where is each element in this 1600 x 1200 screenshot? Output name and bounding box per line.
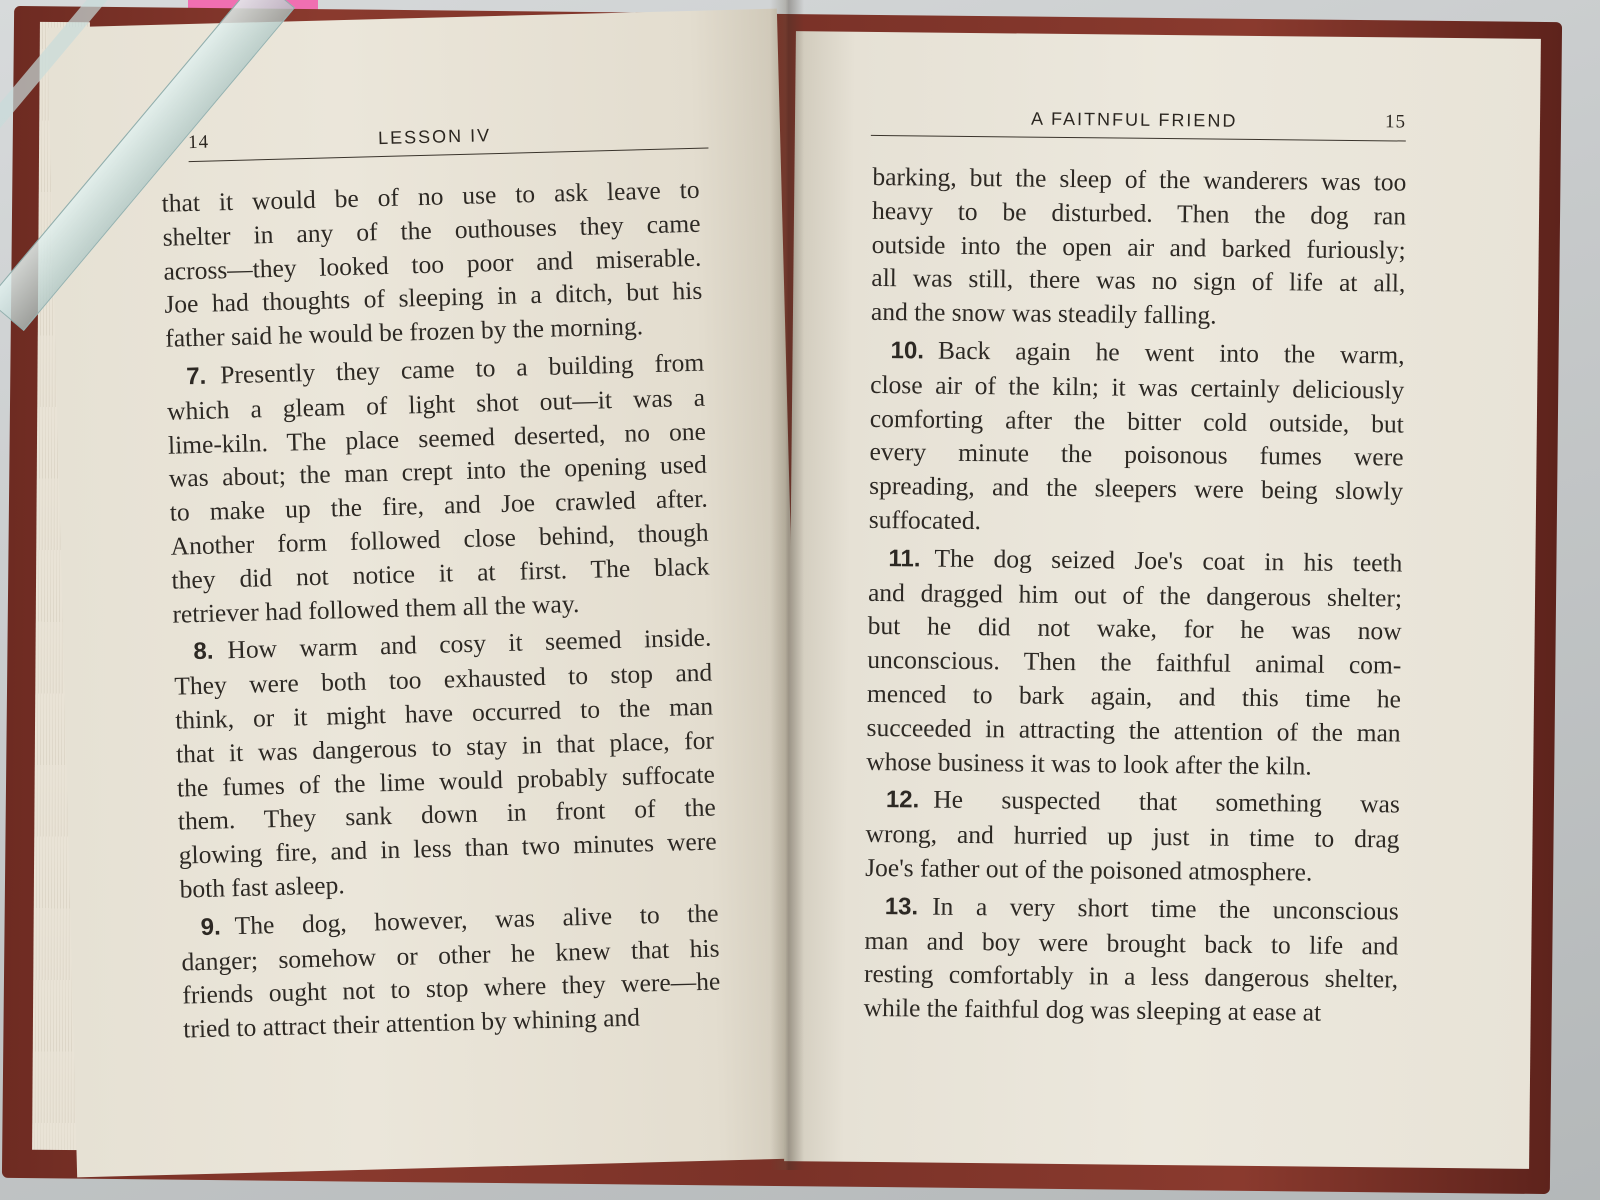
text-line: [869, 503, 1403, 542]
line-text: They were both too exhausted to stop and: [173, 657, 713, 701]
line-text: The dog seized Joe's coat in his teeth: [934, 543, 1403, 578]
paragraph: [161, 173, 703, 356]
line-text: barking, but the sleep of the wanderers was too: [872, 161, 1407, 197]
paragraph: [871, 160, 1407, 335]
book-gutter: [770, 0, 804, 1170]
text-line: [866, 782, 1400, 822]
line-text: Another form followed close behind, though: [170, 517, 709, 561]
right-text-block: [863, 160, 1406, 1034]
text-line: [864, 957, 1398, 996]
text-line: [865, 817, 1399, 856]
line-text: friends ought not to stop where they were—he: [182, 966, 721, 1010]
paragraph-number: 8.: [193, 637, 214, 666]
line-text: comforting after the bitter cold outside, but: [869, 403, 1405, 439]
paragraph: [180, 896, 721, 1046]
line-text: Presently they came to a building from: [219, 347, 705, 390]
line-text: Back again he went into the warm,: [937, 335, 1405, 370]
left-head-title: LESSON IV: [377, 125, 492, 149]
line-text: retriever had followed them all the way.: [172, 588, 580, 629]
right-running-head: [871, 96, 1406, 142]
text-line: [864, 991, 1398, 1030]
line-text: glowing fire, and in less than two minutes were: [178, 826, 717, 870]
line-text: both fast asleep.: [179, 870, 345, 904]
line-text: menced to bark again, and this time he: [866, 678, 1402, 714]
text-line: [865, 889, 1399, 929]
text-line: [870, 333, 1404, 373]
text-line: [866, 711, 1400, 750]
text-line: [865, 851, 1399, 890]
line-text: shelter in any of the outhouses they came: [162, 208, 701, 252]
line-text: unconscious. Then the faithful animal com-: [867, 645, 1402, 680]
paragraph-number: 9.: [200, 913, 222, 941]
line-text: while the faithful dog was sleeping at ease at: [863, 993, 1322, 1027]
line-text: man and boy were brought back to life and: [864, 925, 1399, 961]
right-head-title: A FAITNFUL FRIEND: [1030, 108, 1238, 131]
line-text: In a very short time the unconscious: [932, 891, 1399, 926]
line-text: they did not notice it at first. The black: [171, 551, 710, 595]
line-text: He suspected that something was: [933, 784, 1401, 819]
line-text: lime-kiln. The place seemed deserted, no one: [167, 416, 707, 460]
line-text: and dragged him out of the dangerous shelter;: [867, 577, 1403, 613]
line-text: all was still, there was no sign of life at all,: [871, 263, 1406, 298]
paragraph: [866, 541, 1402, 784]
paragraph-number: 12.: [885, 786, 920, 814]
text-line: [868, 541, 1402, 581]
line-text: think, or it might have occurred to the man: [174, 691, 714, 735]
paragraph: [865, 782, 1400, 890]
line-text: tried to attract their attention by whining and: [182, 1002, 641, 1044]
left-running-head: [188, 108, 709, 162]
text-line: [869, 469, 1403, 508]
line-text: across—they looked too poor and miserable.: [163, 242, 702, 286]
line-text: spreading, and the sleepers were being slowly: [869, 471, 1404, 506]
line-text: danger; somehow or other he knew that his: [181, 933, 720, 977]
left-page: [47, 9, 807, 1178]
line-text: and the snow was steadily falling.: [870, 297, 1217, 330]
right-head-rule: [871, 135, 1406, 142]
line-text: every minute the poisonous fumes were: [869, 437, 1404, 472]
text-line: [869, 435, 1403, 474]
line-text: that it would be of no use to ask leave to: [161, 174, 700, 218]
paragraph-number: 10.: [890, 337, 925, 365]
line-text: them. They sank down in front of the: [177, 792, 717, 836]
line-text: Joe had thoughts of sleeping in a ditch, but his: [163, 276, 703, 320]
text-line: [868, 575, 1402, 614]
text-line: [864, 923, 1398, 962]
paragraph-number: 11.: [888, 544, 921, 573]
text-line: [871, 295, 1405, 334]
line-text: outside into the open air and barked furiously;: [871, 229, 1406, 265]
text-line: [872, 160, 1406, 199]
right-page-number: 15: [1384, 111, 1407, 133]
text-line: [867, 643, 1401, 682]
left-page-number: 14: [187, 131, 210, 154]
line-text: Joe's father out of the poisoned atmosphere.: [865, 852, 1313, 887]
line-text: was about; the man crept into the opening used: [168, 450, 708, 494]
paragraph: [173, 621, 718, 906]
line-text: suffocated.: [868, 504, 982, 536]
line-text: succeeded in attracting the attention of the man: [866, 712, 1401, 748]
text-line: [866, 744, 1400, 783]
text-line: [870, 368, 1404, 407]
text-line: [872, 228, 1406, 267]
line-text: heavy to be disturbed. Then the dog ran: [871, 195, 1407, 231]
text-line: [871, 261, 1405, 300]
paragraph: [166, 346, 711, 631]
text-line: [868, 609, 1402, 648]
paragraph: [869, 333, 1405, 542]
line-text: but he did not wake, for he was now: [867, 611, 1402, 646]
paragraph-number: 13.: [884, 892, 919, 921]
paragraph-number: 7.: [185, 362, 207, 391]
text-line: [872, 194, 1406, 233]
line-text: whose business it was to look after the kiln.: [866, 746, 1312, 781]
line-text: father said he would be frozen by the morning.: [164, 311, 644, 353]
line-text: wrong, and hurried up just in time to drag: [865, 819, 1400, 854]
line-text: The dog, however, was alive to the: [234, 898, 719, 940]
line-text: close air of the kiln; it was certainly deliciously: [870, 369, 1405, 405]
right-page: [784, 31, 1541, 1169]
text-line: [867, 677, 1401, 716]
left-text-block: [161, 173, 721, 1051]
line-text: to make up the fire, and Joe crawled after.: [169, 483, 708, 527]
left-head-rule: [189, 147, 709, 162]
line-text: How warm and cosy it seemed inside.: [227, 622, 712, 665]
line-text: that it was dangerous to stay in that place, for: [175, 725, 715, 769]
paragraph: [864, 889, 1399, 1031]
text-line: [870, 402, 1404, 441]
line-text: the fumes of the lime would probably suffocate: [176, 759, 716, 803]
line-text: which a gleam of light shot out—it was a: [166, 382, 706, 426]
line-text: resting comfortably in a less dangerous shelter,: [863, 959, 1399, 994]
